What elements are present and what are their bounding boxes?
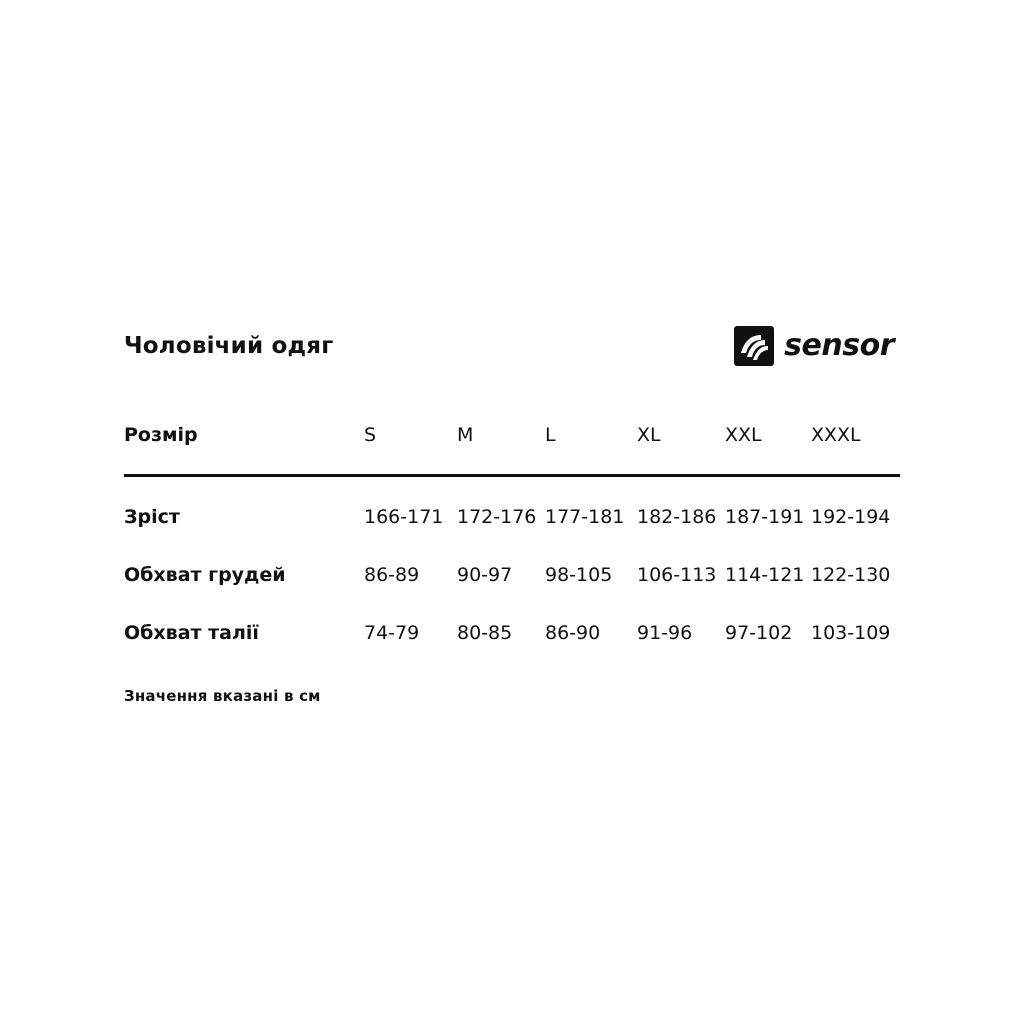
- cell-waist-xxl: 97-102: [725, 622, 793, 644]
- page-title: Чоловічий одяг: [124, 333, 334, 359]
- cell-chest-l: 98-105: [545, 564, 613, 586]
- table-row: [124, 476, 900, 544]
- cell-chest-m: 90-97: [457, 564, 513, 586]
- cell-waist-xxxl: 103-109: [811, 622, 891, 644]
- table-header-row: [124, 410, 900, 476]
- row-label-chest: Обхват грудей: [124, 564, 286, 586]
- column-header-xxl: XXL: [725, 424, 762, 446]
- cell-chest-xxl: 114-121: [725, 564, 805, 586]
- table-row: [124, 543, 900, 601]
- table-row: [124, 601, 900, 659]
- cell-chest-s: 86-89: [364, 564, 420, 586]
- brand-name: sensor: [784, 328, 894, 363]
- brand-logo: [734, 326, 900, 366]
- row-label-height: Зріст: [124, 506, 180, 528]
- row-label-waist: Обхват талії: [124, 622, 259, 644]
- cell-height-xxxl: 192-194: [811, 506, 891, 528]
- column-header-xl: XL: [637, 424, 661, 446]
- cell-height-xxl: 187-191: [725, 506, 805, 528]
- sensor-logo-icon: [734, 326, 774, 366]
- column-header-label: Розмір: [124, 424, 198, 446]
- cell-height-m: 172-176: [457, 506, 537, 528]
- cell-waist-s: 74-79: [364, 622, 420, 644]
- column-header-m: M: [457, 424, 474, 446]
- cell-chest-xxxl: 122-130: [811, 564, 891, 586]
- column-header-s: S: [364, 424, 377, 446]
- cell-waist-m: 80-85: [457, 622, 513, 644]
- cell-height-l: 177-181: [545, 506, 625, 528]
- units-footnote: Значення вказані в см: [124, 687, 321, 705]
- cell-waist-l: 86-90: [545, 622, 601, 644]
- cell-height-xl: 182-186: [637, 506, 717, 528]
- column-header-l: L: [545, 424, 556, 446]
- size-table: [124, 410, 900, 659]
- column-header-xxxl: XXXL: [811, 424, 861, 446]
- size-chart-block: [124, 316, 900, 705]
- cell-height-s: 166-171: [364, 506, 444, 528]
- cell-waist-xl: 91-96: [637, 622, 693, 644]
- size-chart-header: [124, 316, 900, 376]
- cell-chest-xl: 106-113: [637, 564, 717, 586]
